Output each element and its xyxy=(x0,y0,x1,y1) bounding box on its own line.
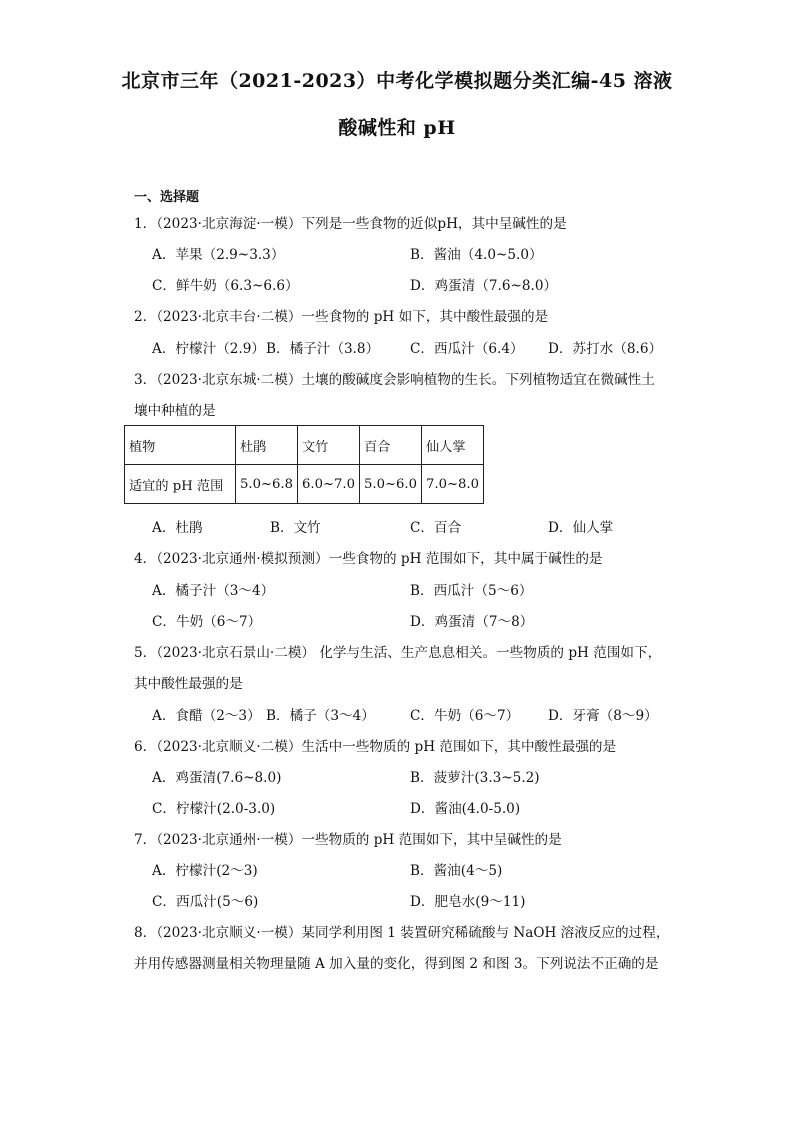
question-2-option-c: C．西瓜汁（6.4） xyxy=(410,341,524,357)
question-4-stem: 4．（2023·北京通州·模拟预测）一些食物的 pH 范围如下，其中属于碱性的是 xyxy=(134,551,603,567)
question-3-option-d: D．仙人掌 xyxy=(548,520,614,536)
table-header-cell: 文竹 xyxy=(298,426,360,465)
question-5-stem-line-2: 其中酸性最强的是 xyxy=(134,676,243,692)
table-cell: 6.0~7.0 xyxy=(298,465,360,504)
question-3-option-b: B．文竹 xyxy=(270,520,321,536)
table-cell: 5.0~6.0 xyxy=(360,465,422,504)
question-4-option-a: A．橘子汁（3～4） xyxy=(152,583,275,599)
question-2-option-d: D．苏打水（8.6） xyxy=(548,341,663,357)
question-7-option-d: D．肥皂水(9～11) xyxy=(410,894,526,910)
question-6-option-c: C．柠檬汁(2.0-3.0) xyxy=(152,801,276,817)
section-heading: 一、选择题 xyxy=(134,190,200,205)
question-7-stem: 7．（2023·北京通州·一模）一些物质的 pH 范围如下，其中呈碱性的是 xyxy=(134,832,562,848)
question-7-option-a: A．柠檬汁(2～3) xyxy=(152,863,258,879)
question-1-stem: 1．（2023·北京海淀·一模）下列是一些食物的近似pH，其中呈碱性的是 xyxy=(134,216,567,232)
question-1-option-b: B．酱油（4.0~5.0） xyxy=(410,247,543,263)
question-5-option-c: C．牛奶（6～7） xyxy=(410,708,520,724)
question-3-stem-line-2: 壤中种植的是 xyxy=(134,403,216,419)
question-6-option-a: A．鸡蛋清(7.6~8.0) xyxy=(152,770,282,786)
question-1-option-d: D．鸡蛋清（7.6~8.0） xyxy=(410,278,558,294)
table-cell: 5.0~6.8 xyxy=(236,465,298,504)
table-header-cell: 杜鹃 xyxy=(236,426,298,465)
question-4-option-d: D．鸡蛋清（7～8） xyxy=(410,614,534,630)
table-header-row xyxy=(125,426,484,465)
table-header-cell: 百合 xyxy=(360,426,422,465)
table-row xyxy=(125,465,484,504)
table-header-cell: 植物 xyxy=(125,426,236,465)
question-7-option-c: C．西瓜汁(5～6) xyxy=(152,894,259,910)
table-header-cell: 仙人掌 xyxy=(422,426,484,465)
table-cell: 适宜的 pH 范围 xyxy=(125,465,236,504)
question-5-option-b: B．橘子（3～4） xyxy=(266,708,375,724)
question-7-option-b: B．酱油(4～5) xyxy=(410,863,503,879)
table-cell: 7.0~8.0 xyxy=(422,465,484,504)
question-6-option-b: B．菠萝汁(3.3~5.2) xyxy=(410,770,540,786)
question-3-stem-line-1: 3．（2023·北京东城·二模）土壤的酸碱度会影响植物的生长。下列植物适宜在微碱性土 xyxy=(134,372,655,388)
ph-range-table xyxy=(124,425,484,504)
question-1-option-a: A．苹果（2.9~3.3） xyxy=(152,247,285,263)
question-8-stem-line-1: 8．（2023·北京顺义·一模）某同学利用图 1 装置研究稀硫酸与 NaOH 溶液反应的过程， xyxy=(134,925,670,941)
question-3-option-a: A．杜鹃 xyxy=(152,520,203,536)
question-5-stem-line-1: 5．（2023·北京石景山·二模） 化学与生活、生产息息相关。一些物质的 pH 范围如下， xyxy=(134,645,662,661)
document-title-line-1: 北京市三年（2021-2023）中考化学模拟题分类汇编-45 溶液 xyxy=(121,70,673,92)
question-3-option-c: C．百合 xyxy=(410,520,462,536)
question-6-option-d: D．酱油(4.0-5.0) xyxy=(410,801,521,817)
question-4-option-b: B．西瓜汁（5～6） xyxy=(410,583,533,599)
question-1-option-c: C．鲜牛奶（6.3~6.6） xyxy=(152,278,299,294)
question-5-option-a: A．食醋（2～3） xyxy=(152,708,261,724)
question-8-stem-line-2: 并用传感器测量相关物理量随 A 加入量的变化，得到图 2 和图 3。下列说法不正确的是 xyxy=(134,956,659,972)
question-5-option-d: D．牙膏（8～9） xyxy=(548,708,658,724)
question-2-option-b: B．橘子汁（3.8） xyxy=(266,341,380,357)
question-4-option-c: C．牛奶（6～7） xyxy=(152,614,262,630)
question-2-stem: 2．（2023·北京丰台·二模）一些食物的 pH 如下，其中酸性最强的是 xyxy=(134,309,549,325)
question-2-option-a: A．柠檬汁（2.9） xyxy=(152,341,265,357)
document-title-line-2: 酸碱性和 pH xyxy=(338,117,456,139)
question-6-stem: 6．（2023·北京顺义·二模）生活中一些物质的 pH 范围如下，其中酸性最强的是 xyxy=(134,739,617,755)
